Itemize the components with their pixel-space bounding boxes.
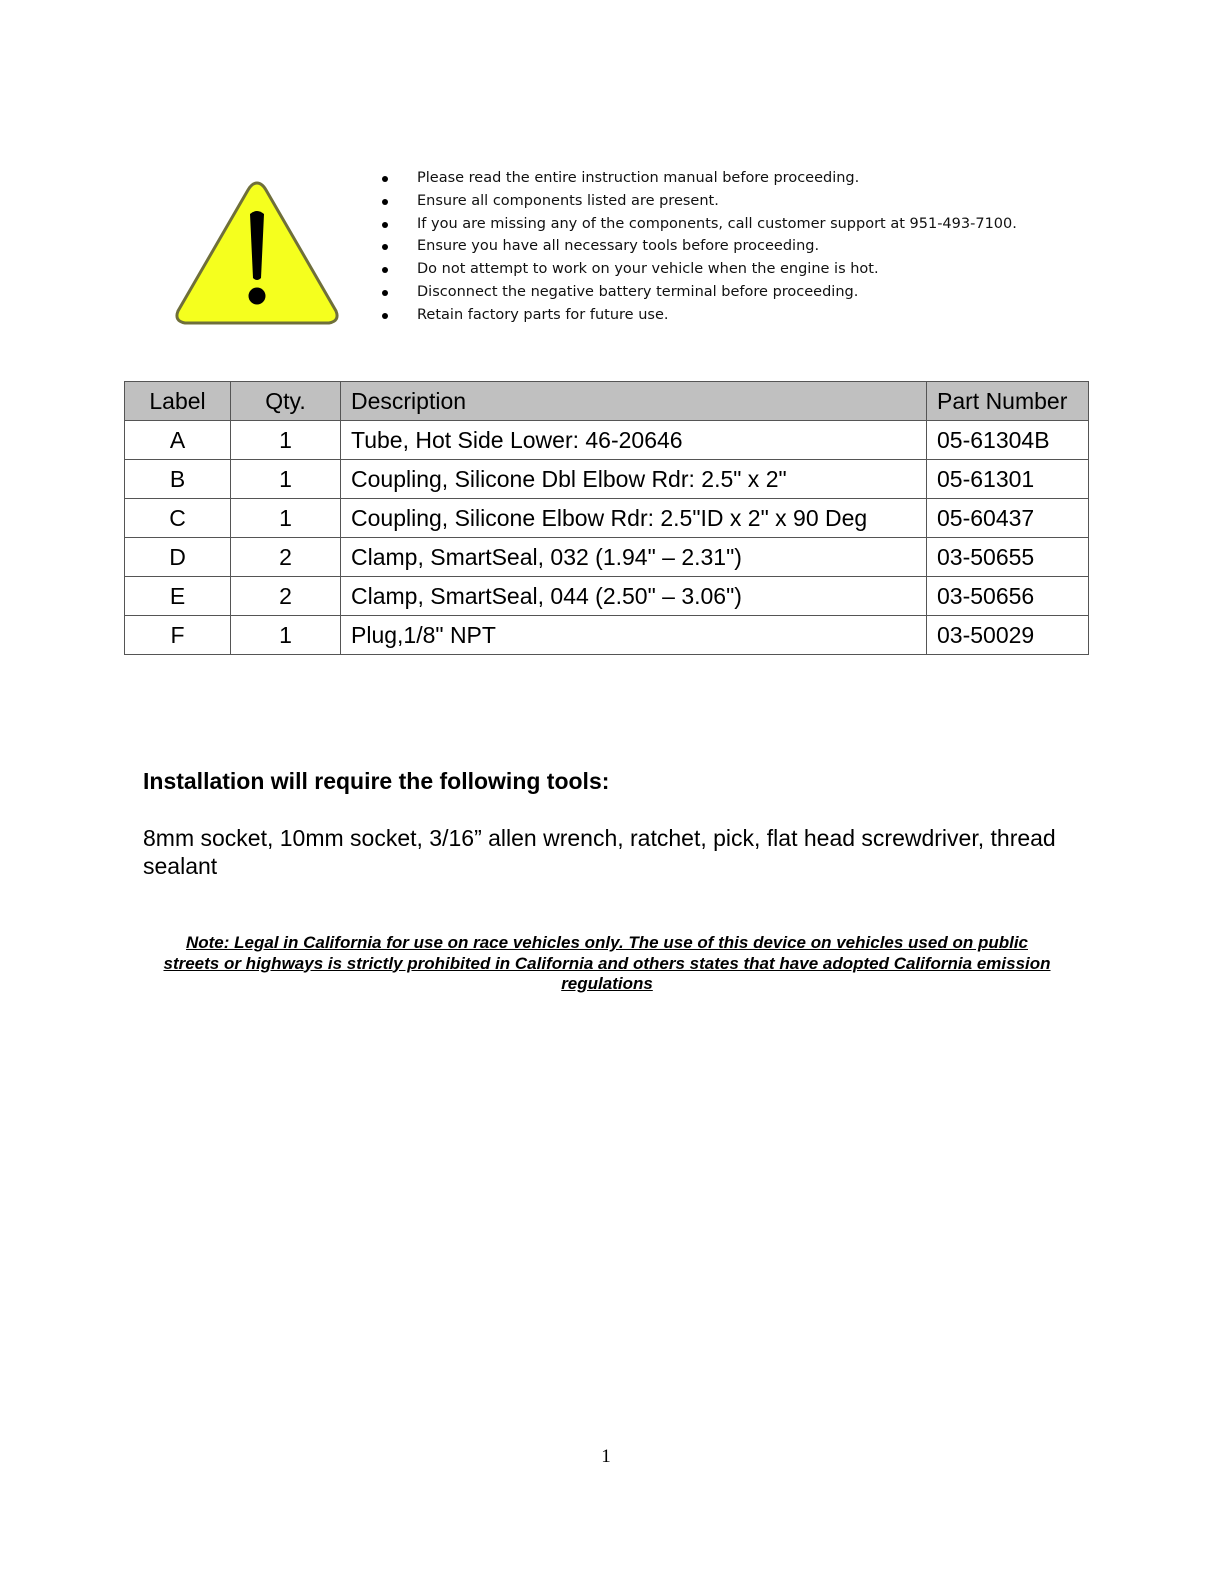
cell-description: Plug,1/8" NPT: [341, 616, 927, 655]
cell-part-number: 03-50029: [927, 616, 1089, 655]
cell-description: Clamp, SmartSeal, 044 (2.50" – 3.06"): [341, 577, 927, 616]
legal-note: Note: Legal in California for use on race vehicles only. The use of this device on vehicles used on public streets or highways is strictly prohibited in California and others states that have adopted California emission regulations: [163, 933, 1051, 993]
cell-label: B: [125, 460, 231, 499]
cell-part-number: 03-50655: [927, 538, 1089, 577]
cell-qty: 2: [231, 538, 341, 577]
header-part-number: Part Number: [927, 382, 1089, 421]
cell-label: A: [125, 421, 231, 460]
tools-heading: Installation will require the following tools:: [143, 768, 610, 794]
cell-description: Coupling, Silicone Elbow Rdr: 2.5"ID x 2" x 90 Deg: [341, 499, 927, 538]
cell-qty: 2: [231, 577, 341, 616]
cell-part-number: 05-61301: [927, 460, 1089, 499]
header-qty: Qty.: [231, 382, 341, 421]
table-row: [125, 460, 1089, 499]
table-row: [125, 538, 1089, 577]
cell-qty: 1: [231, 421, 341, 460]
cell-qty: 1: [231, 499, 341, 538]
cell-description: Tube, Hot Side Lower: 46-20646: [341, 421, 927, 460]
tools-list: 8mm socket, 10mm socket, 3/16” allen wrench, ratchet, pick, flat head screwdriver, thread sealant: [143, 825, 1056, 879]
cell-description: Coupling, Silicone Dbl Elbow Rdr: 2.5" x 2": [341, 460, 927, 499]
cell-qty: 1: [231, 460, 341, 499]
warning-item: Ensure all components listed are present.: [378, 190, 1017, 213]
page-number: 1: [601, 1446, 611, 1467]
warning-item: If you are missing any of the components, call customer support at 951-493-7100.: [378, 213, 1017, 236]
cell-label: C: [125, 499, 231, 538]
table-row: [125, 499, 1089, 538]
cell-description: Clamp, SmartSeal, 032 (1.94" – 2.31"): [341, 538, 927, 577]
table-row: [125, 421, 1089, 460]
cell-part-number: 03-50656: [927, 577, 1089, 616]
header-description: Description: [341, 382, 927, 421]
warning-item: Retain factory parts for future use.: [378, 304, 1017, 327]
warning-item: Do not attempt to work on your vehicle when the engine is hot.: [378, 258, 1017, 281]
warning-item: Disconnect the negative battery terminal before proceeding.: [378, 281, 1017, 304]
cell-part-number: 05-61304B: [927, 421, 1089, 460]
warning-list: [378, 167, 1017, 327]
warning-item: Please read the entire instruction manual before proceeding.: [378, 167, 1017, 190]
warning-item: Ensure you have all necessary tools before proceeding.: [378, 235, 1017, 258]
parts-table: [124, 381, 1089, 655]
cell-qty: 1: [231, 616, 341, 655]
cell-label: D: [125, 538, 231, 577]
table-row: [125, 577, 1089, 616]
cell-label: F: [125, 616, 231, 655]
cell-label: E: [125, 577, 231, 616]
warning-triangle-icon: [174, 178, 340, 326]
table-row: [125, 616, 1089, 655]
cell-part-number: 05-60437: [927, 499, 1089, 538]
header-label: Label: [125, 382, 231, 421]
table-header-row: [125, 382, 1089, 421]
